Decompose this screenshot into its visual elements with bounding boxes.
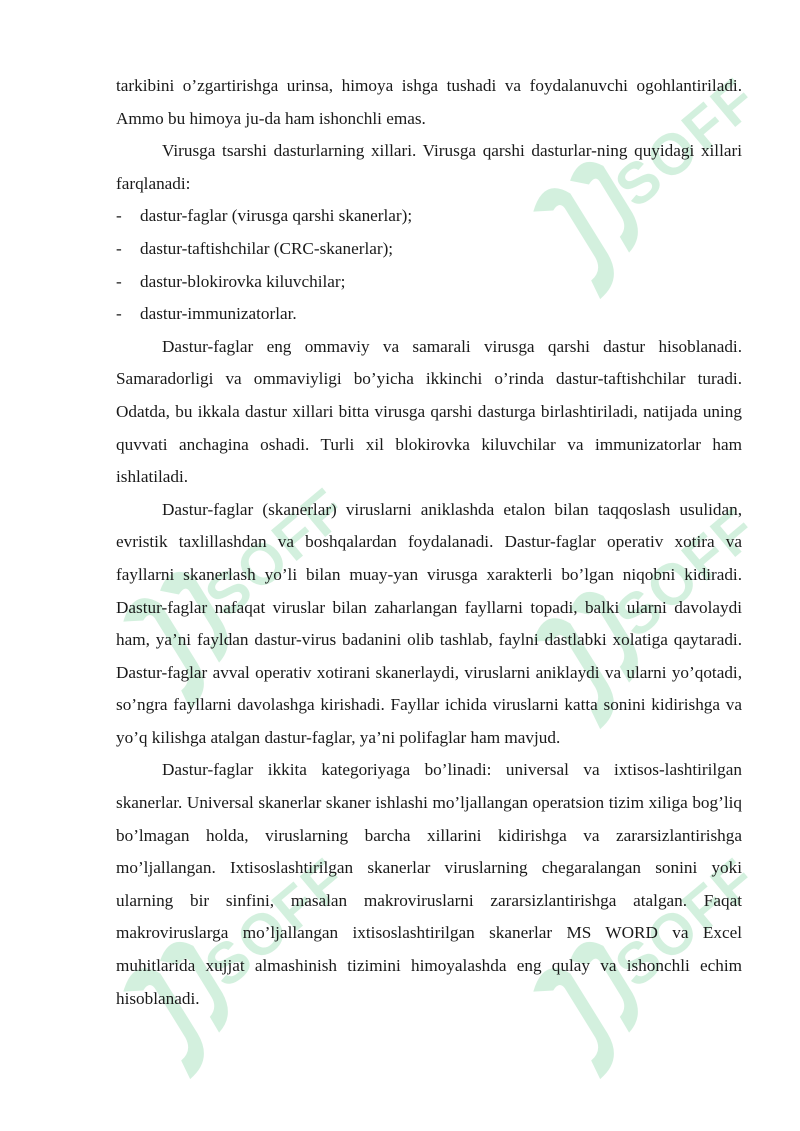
list-item: [116, 266, 742, 299]
svg-text:SOFF: SOFF: [602, 495, 770, 650]
list-item: [116, 233, 742, 266]
list-dash: -: [116, 304, 122, 324]
document-body: [116, 70, 742, 1015]
list-item: [116, 298, 742, 331]
paragraph-phages-scanners: Dastur-faglar (skanerlar) viruslarni aniklashda etalon bilan taqqoslash usulidan, evristik taxlillashdan va boshqalardan foydalanadi. Dastur-faglar operativ xotira va fayllarni skanerlash yo’li bilan muay-yan virusga xarakterli bo’lgan niqobni kidiradi. Dastur-faglar nafaqat viruslar bilan zaharlangan fayllarni topadi, balki ularni davolaydi ham, ya’ni fayldan dastur-virus badanini olib tashlab, faylni dastlabki xolatiga qaytaradi. Dastur-faglar avval operativ xotirani skanerlaydi, viruslarni aniklaydi va ularni yo’qotadi, so’ngra fayllarni davolashga kirishadi. Fayllar ichida viruslarni katta sonini kidirishga va yo’q kilishga atalgan dastur-faglar, ya’ni polifaglar ham mavjud.: [116, 499, 742, 747]
svg-text:SOFF: SOFF: [602, 845, 770, 1000]
paragraph-phages-categories: Dastur-faglar ikkita kategoriyaga bo’linadi: universal va ixtisos-lashtirilgan skanerlar. Universal skanerlar skaner ishlashi mo’ljallangan operatsion tizim xiliga bog’liq bo’lmagan holda, viruslarning barcha xillarini kidirishga va zararsizlantirishga mo’ljallangan. Ixtisoslashtirilgan skanerlar viruslarning chegaralangan sonini yoki ularning bir sinfini, masalan makroviruslarni zararsizlantirishga atalgan. Faqat makroviruslarga mo’ljallangan ixtisoslashtirilgan skanerlar MS WORD va Excel muhitlarida xujjat almashinish tizimini himoyalashda eng qulay va ishonchli echim hisoblanadi.: [116, 760, 742, 1008]
paragraph-phages-popularity: Dastur-faglar eng ommaviy va samarali virusga qarshi dastur hisoblanadi. Samaradorligi va ommaviyligi bo’yicha ikkinchi o’rinda dastur-taftishchilar turadi. Odatda, bu ikkala dastur xillari bitta virusga qarshi dasturga birlashtiriladi, natijada uning quvvati anchagina oshadi. Turli xil blokirovka kiluvchilar va immunizatorlar ham ishlatiladi.: [116, 336, 742, 487]
paragraph-continuation: tarkibini o’zgartirishga urinsa, himoya ishga tushadi va foydalanuvchi ogohlantiriladi. Ammo bu himoya ju-da ham ishonchli emas.: [116, 76, 742, 128]
list-item-text: dastur-immunizatorlar.: [140, 304, 297, 324]
list-item-text: dastur-taftishchilar (CRC-skanerlar);: [140, 238, 394, 258]
svg-text:SOFF: SOFF: [602, 65, 770, 220]
list-item-text: dastur-blokirovka kiluvchilar;: [140, 271, 346, 291]
paragraph-antivirus-types: Virusga tsarshi dasturlarning xillari. Virusga qarshi dasturlar-ning quyidagi xillari farqlanadi:: [116, 141, 742, 193]
list-dash: -: [116, 238, 122, 258]
svg-text:SOFF: SOFF: [192, 475, 360, 630]
antivirus-types-list: [116, 200, 742, 330]
svg-text:SOFF: SOFF: [192, 845, 360, 1000]
list-dash: -: [116, 206, 122, 226]
list-dash: -: [116, 271, 122, 291]
list-item-text: dastur-faglar (virusga qarshi skanerlar);: [140, 206, 413, 226]
list-item: [116, 200, 742, 233]
